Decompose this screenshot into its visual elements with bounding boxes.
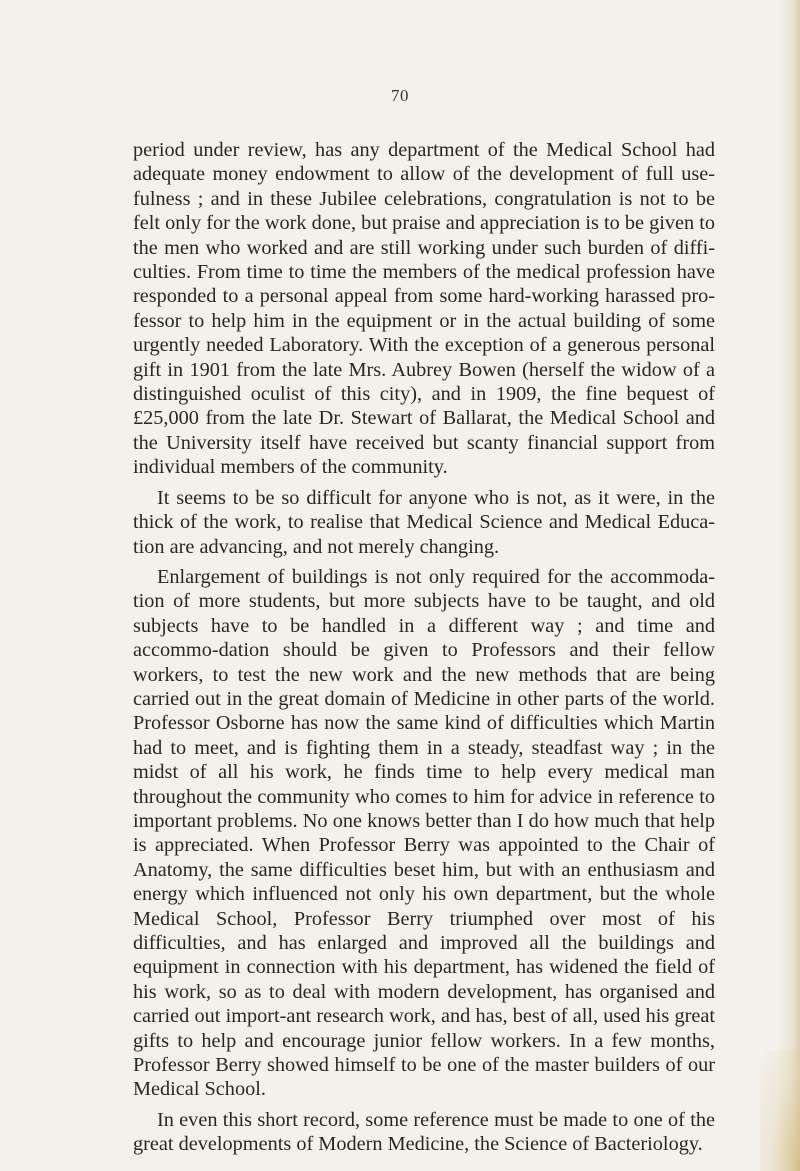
page-corner-stain xyxy=(760,1050,800,1171)
paragraph-2: It seems to be so difficult for anyone who is not, as it were, in the thick of the work, to realise that Medical Science and Medical Educa-tion are advancing, and not merely changing. xyxy=(133,486,715,558)
paragraph-4: In even this short record, some reference must be made to one of the great developments of Modern Medicine, the Science of Bacteriology. xyxy=(133,1108,715,1156)
paragraph-1: period under review, has any department of the Medical School had adequate money endowment to allow of the development of full use-fulness ; and in these Jubilee celebrations, congratulation is not to be felt only for the work done, but praise and appreciation is to be given to the men who worked and are still working under such burden of diffi-culties. From time to time the members of the medical profession have responded to a personal appeal from some hard-working harassed pro-fessor to help him in the equipment or in the actual building of some urgently needed Laboratory. With the exception of a generous personal gift in 1901 from the late Mrs. Aubrey Bowen (herself the widow of a distinguished oculist of this city), and in 1909, the fine bequest of £25,000 from the late Dr. Stewart of Ballarat, the Medical School and the University itself have received but scanty financial support from individual members of the community. xyxy=(133,139,715,479)
page-edge-stain xyxy=(778,0,800,1171)
body-text xyxy=(133,138,715,1157)
paragraph-3: Enlargement of buildings is not only required for the accommoda-tion of more students, but more subjects have to be taught, and old subjects have to be handled in a different way ; and time and accommo-dation should be given to Professors and their fellow workers, to test the new work and the new methods that are being carried out in the great domain of Medicine in other parts of the world. Professor Osborne has now the same kind of difficulties which Martin had to meet, and is fighting them in a steady, steadfast way ; in the midst of all his work, he finds time to help every medical man throughout the community who comes to him for advice in reference to important problems. No one knows better than I do how much that help is appreciated. When Professor Berry was appointed to the Chair of Anatomy, the same difficulties beset him, but with an enthusiasm and energy which influenced not only his own department, but the whole Medical School, Professor Berry triumphed over most of his difficulties, and has enlarged and improved all the buildings and equipment in connection with his department, has widened the field of his work, so as to deal with modern development, has organised and carried out import-ant research work, and has, best of all, used his great gifts to help and encourage junior fellow workers. In a few months, Professor Berry showed himself to be one of the master builders of our Medical School. xyxy=(133,565,715,1101)
page-number: 70 xyxy=(391,86,409,105)
